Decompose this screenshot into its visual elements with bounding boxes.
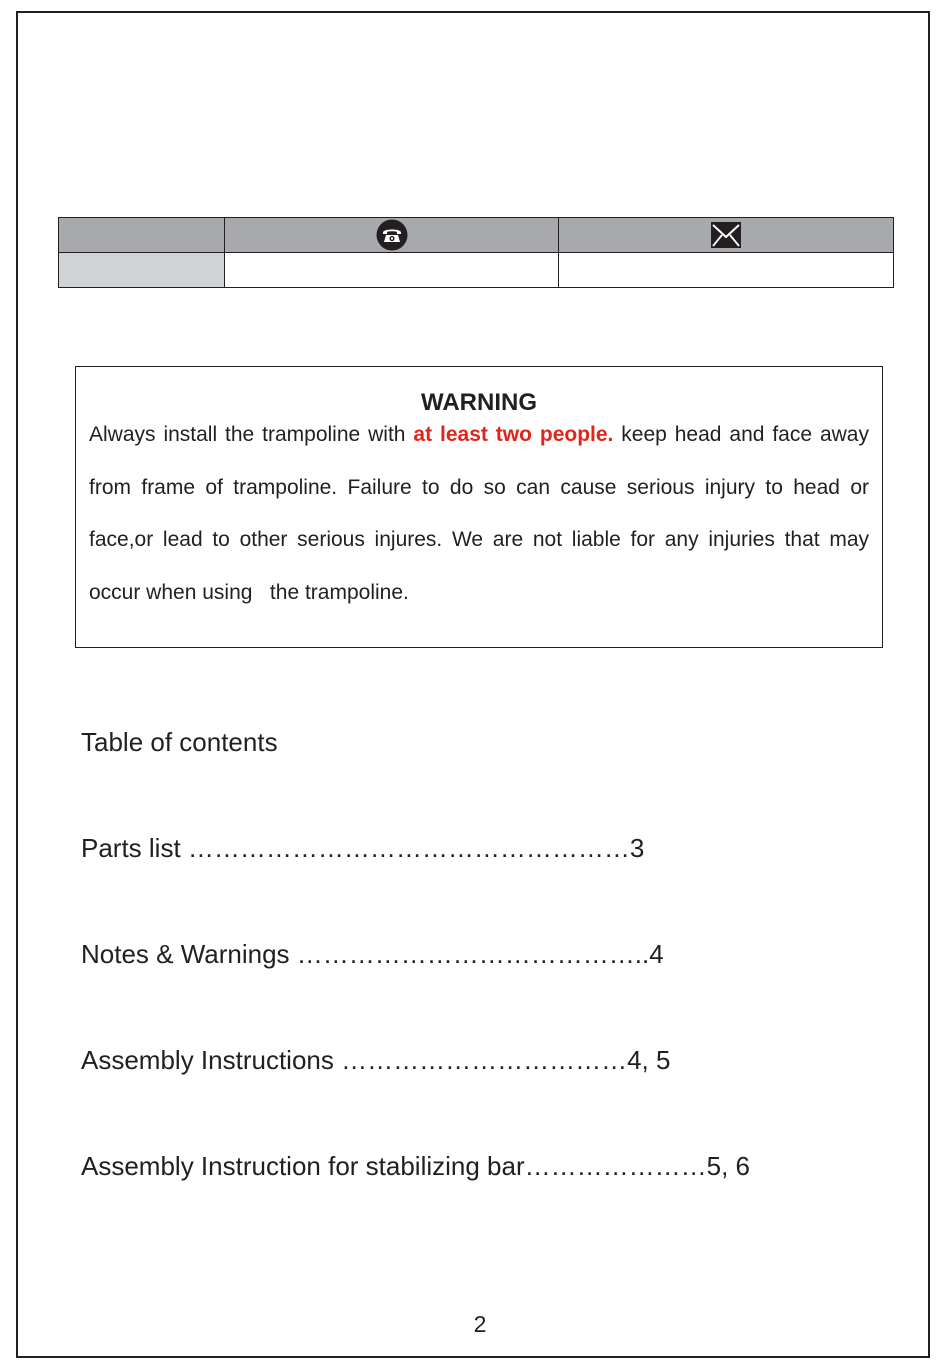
toc-heading: Table of contents (81, 727, 278, 757)
toc-entry-parts-list: Parts list ……………………………………………3 (81, 833, 645, 863)
warning-title: WARNING (421, 389, 537, 416)
toc-entry-assembly-instructions: Assembly Instructions ……………………………4, 5 (81, 1045, 671, 1075)
warning-text-end: keep head and face away from frame of trampoline. Failure to do so can cause serious injury to head or face,or lead to other serious injures. We are not liable for any injuries that may occur when using the trampoline. (89, 423, 869, 604)
toc-entry-stabilizing-bar: Assembly Instruction for stabilizing bar…………………5, 6 (81, 1151, 750, 1181)
contact-value-row (59, 253, 894, 288)
email-header-cell (559, 218, 894, 253)
page-number: 2 (473, 1311, 487, 1337)
warning-highlight: at least two people. (413, 423, 614, 446)
toc-entry-notes-warnings: Notes & Warnings …………………………………..4 (81, 939, 664, 969)
warning-text (89, 409, 869, 619)
envelope-icon (710, 220, 742, 250)
warning-box (75, 366, 883, 648)
contact-header-row (59, 218, 894, 253)
telephone-icon (376, 219, 408, 251)
email-value-cell (559, 253, 894, 288)
contact-table (58, 217, 894, 288)
warning-text-start: Always install the trampoline with (89, 423, 414, 446)
phone-header-cell (225, 218, 559, 253)
contact-header-label (59, 218, 225, 253)
contact-row-label (59, 253, 225, 288)
phone-value-cell (225, 253, 559, 288)
